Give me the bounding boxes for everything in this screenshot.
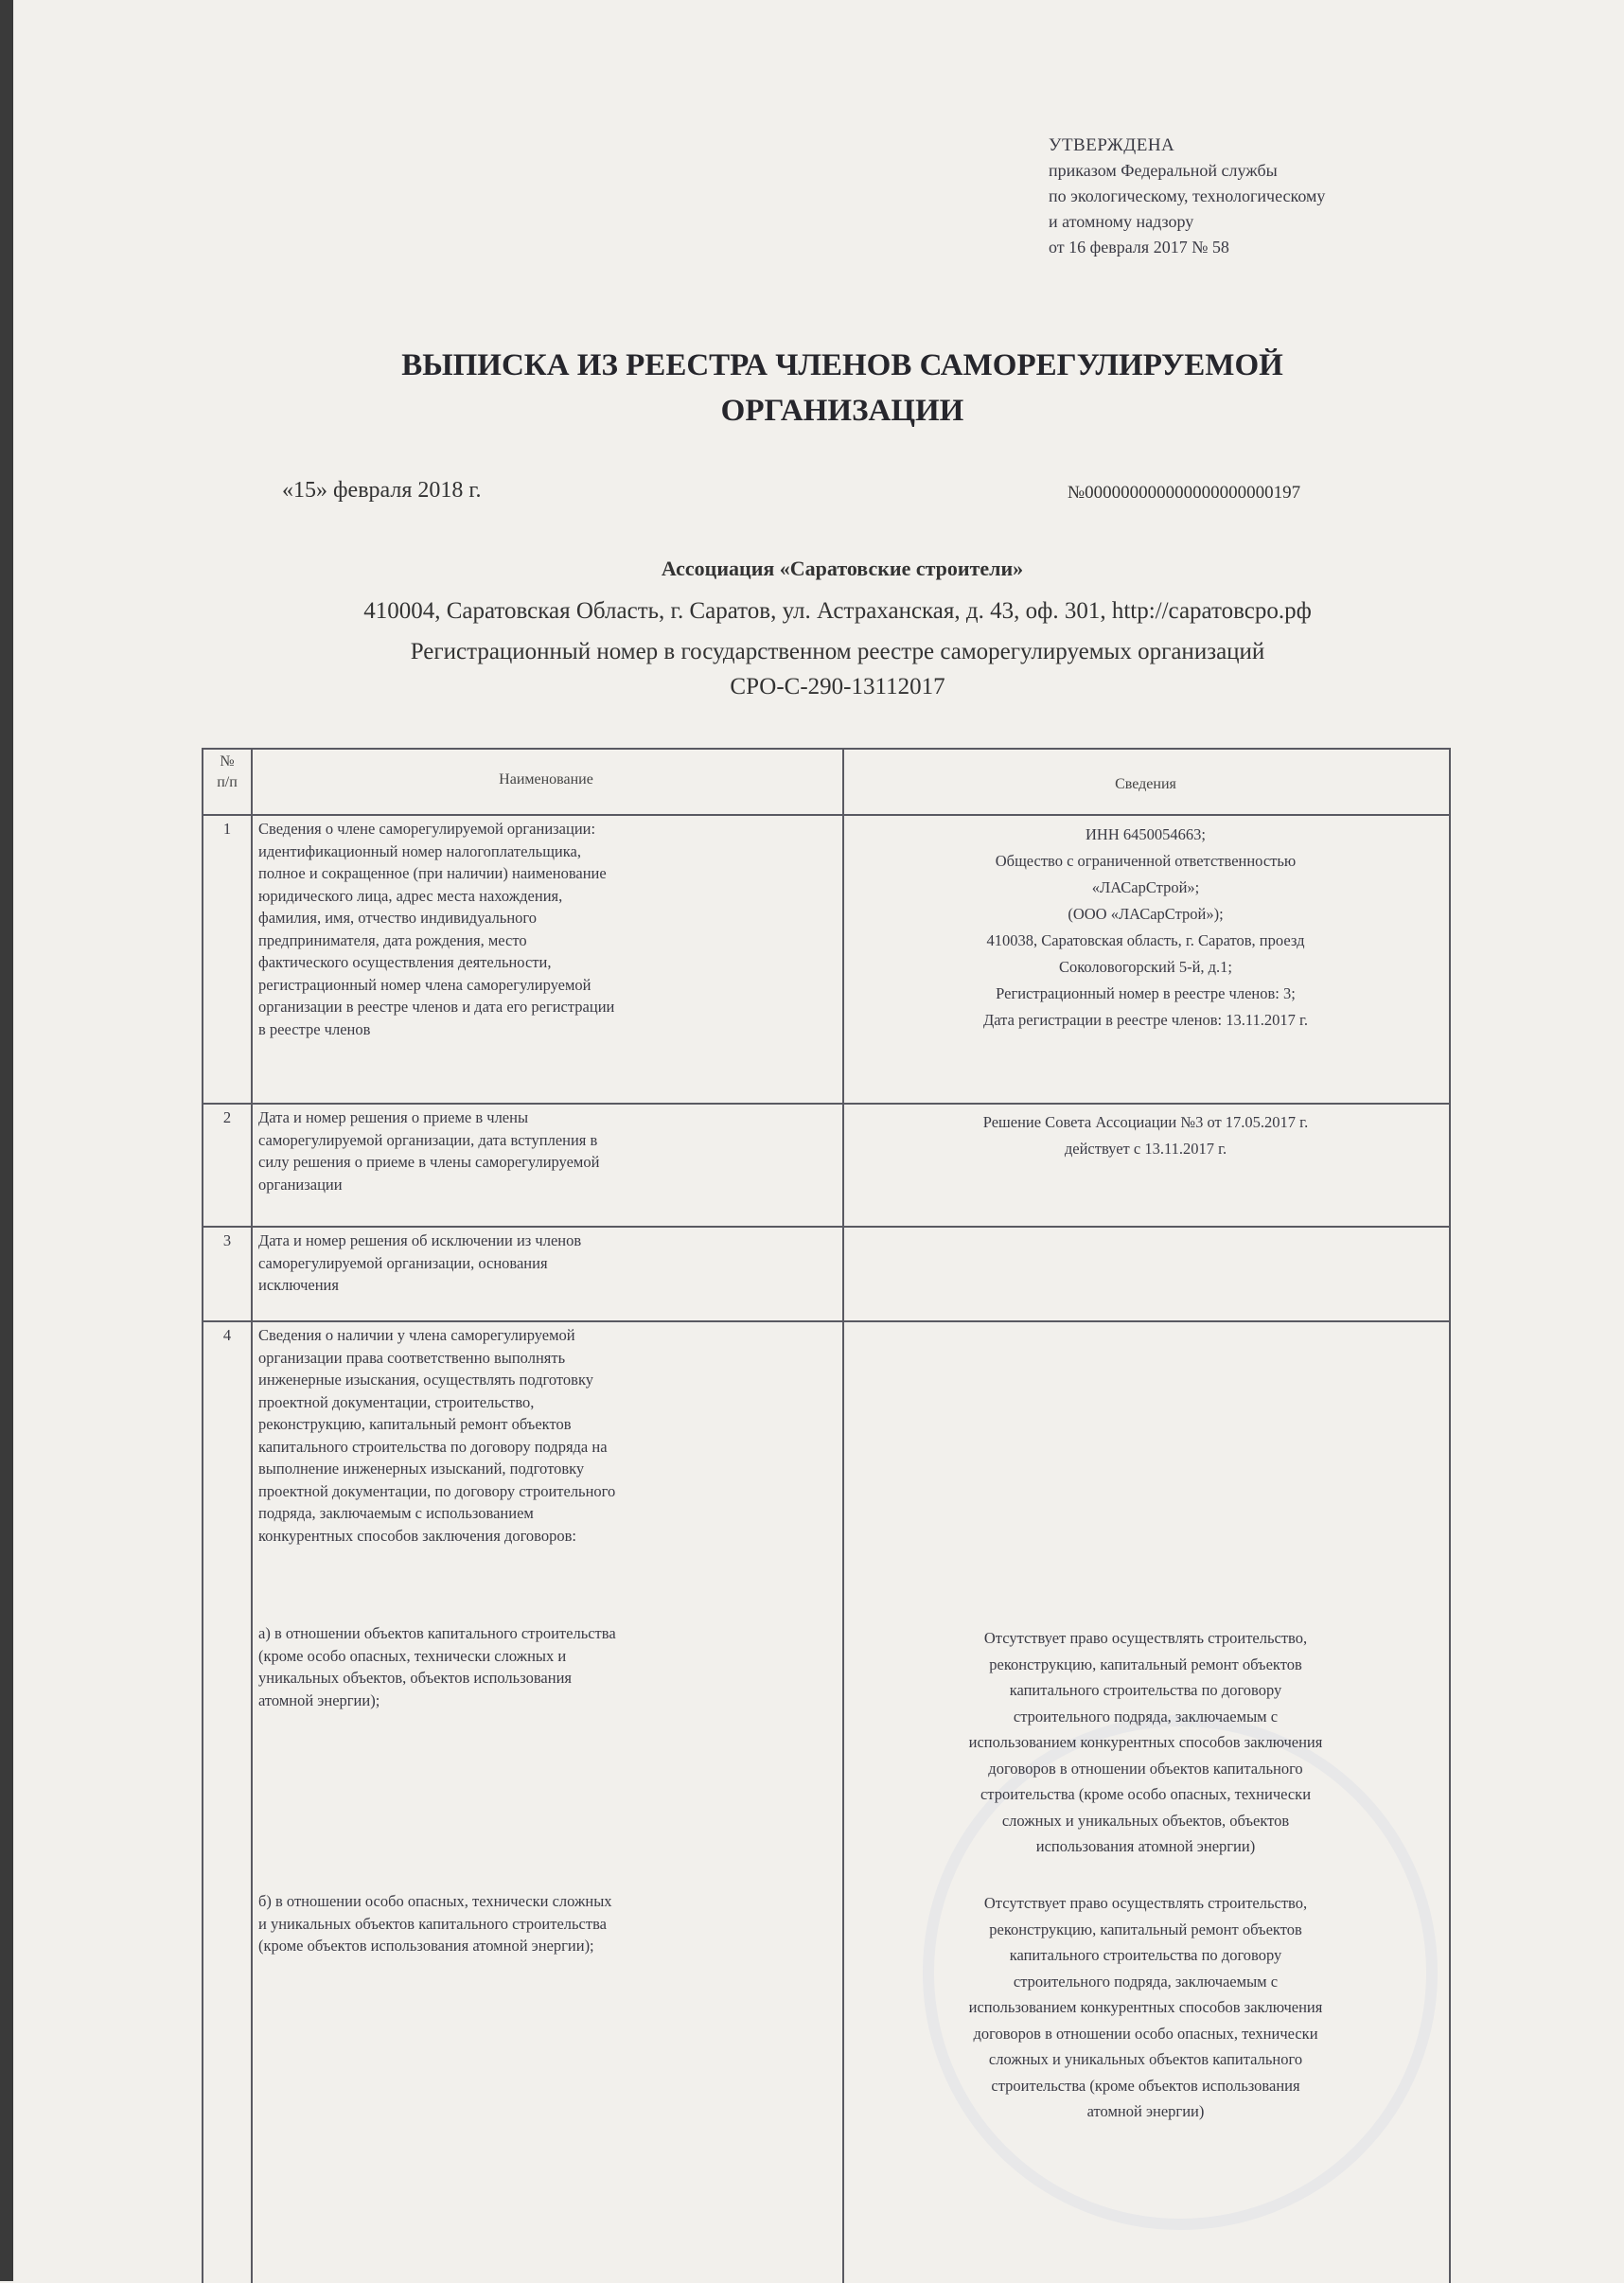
text-line: капитального строительства по договору [1009,1946,1282,1964]
text-line: использованием конкурентных способов заключения [968,1733,1323,1751]
text-line: организации права соответственно выполнять [258,1348,566,1367]
text-line: предпринимателя, дата рождения, место [258,930,527,949]
text-line: Дата регистрации в реестре членов: 13.11.2017 г. [983,1011,1308,1029]
text-line: Дата и номер решения об исключении из членов [258,1231,582,1249]
row-4-name [258,1324,838,1547]
text-line: Сведения о наличии у члена саморегулируемой [258,1326,575,1344]
text-line: строительства (кроме объектов использования [991,2076,1300,2095]
row-1-num: 1 [222,820,232,838]
text-line: организации [258,1175,343,1194]
document-title [237,343,1448,434]
text-line: сложных и уникальных объектов капитального [988,2050,1303,2068]
row-4a-info [844,1625,1447,1860]
text-line: действует с 13.11.2017 г. [1064,1140,1227,1158]
approval-line: и атомному надзору [1049,212,1194,231]
registry-caption: Регистрационный номер в государственном реестре саморегулируемых организаций [410,639,1265,664]
text-line: (кроме особо опасных, технически сложных и [258,1646,567,1665]
text-line: договоров в отношении объектов капитального [988,1759,1303,1778]
text-line: строительного подряда, заключаемым с [1013,1707,1279,1726]
text-line: полное и сокращенное (при наличии) наименование [258,864,607,882]
text-line: проектной документации, строительство, [258,1392,535,1411]
organization-name: Ассоциация «Саратовские строители» [661,557,1024,580]
text-line: в реестре членов [258,1019,371,1038]
text-line: фактического осуществления деятельности, [258,953,552,971]
text-line: реконструкцию, капитальный ремонт объектов [989,1920,1302,1938]
text-line: использования атомной энергии) [1035,1837,1256,1855]
extract-number: №000000000000000000000197 [1068,483,1301,503]
column-divider [251,750,253,2283]
text-line: подряда, заключаемым с использованием [258,1504,534,1522]
text-line: исключения [258,1276,339,1294]
row-4b-name [258,1890,838,1957]
text-line: организации в реестре членов и дата его регистрации [258,998,615,1016]
text-line: инженерные изыскания, осуществлять подготовку [258,1371,593,1389]
text-line: Регистрационный номер в реестре членов: 3; [996,984,1296,1002]
row-divider [203,1103,1449,1105]
text-line: Общество с ограниченной ответственностью [995,852,1297,870]
text-line: саморегулируемой организации, основания [258,1253,548,1272]
text-line: (ООО «ЛАСарСтрой»); [1068,905,1224,923]
approval-block [1049,133,1541,260]
header-name: Наименование [499,771,593,788]
text-line: Решение Совета Ассоциации №3 от 17.05.2017 г. [982,1113,1309,1131]
text-line: силу решения о приеме в члены саморегулируемой [258,1153,600,1171]
text-line: юридического лица, адрес места нахождения, [258,886,563,905]
text-line: реконструкцию, капитальный ремонт объектов [989,1655,1302,1673]
row-divider [203,1320,1449,1322]
row-divider [203,814,1449,816]
text-line: реконструкцию, капитальный ремонт объектов [258,1415,572,1433]
approval-line: от 16 февраля 2017 № 58 [1049,238,1229,257]
row-1-info [844,822,1447,1034]
text-line: строительства (кроме особо опасных, технически [980,1785,1312,1803]
row-3-name [258,1230,838,1297]
text-line: Отсутствует право осуществлять строительство, [983,1629,1308,1647]
registry-table [202,748,1451,2283]
row-4a-name [258,1622,838,1711]
text-line: саморегулируемой организации, дата вступления в [258,1130,598,1149]
header-num-abbr: п/п [217,774,238,790]
registry-number: СРО-С-290-13112017 [730,674,945,699]
text-line: Дата и номер решения о приеме в члены [258,1108,529,1126]
header-info: Сведения [1115,776,1176,792]
row-2-name [258,1106,838,1195]
title-line-1: ВЫПИСКА ИЗ РЕЕСТРА ЧЛЕНОВ САМОРЕГУЛИРУЕМОЙ [401,348,1283,382]
text-line: регистрационный номер члена саморегулируемой [258,975,591,994]
text-line: б) в отношении особо опасных, технически сложных [258,1892,612,1910]
text-line: идентификационный номер налогоплательщика, [258,841,581,860]
text-line: Соколовогорский 5-й, д.1; [1058,958,1233,976]
approval-line: приказом Федеральной службы [1049,161,1278,180]
scan-edge [0,0,13,2281]
text-line: Сведения о члене саморегулируемой организации: [258,820,596,838]
header-num-symbol: № [220,753,235,770]
text-line: проектной документации, по договору строительного [258,1481,616,1500]
row-4-num: 4 [222,1326,232,1344]
row-1-name [258,818,838,1040]
text-line: «ЛАСарСтрой»; [1091,878,1200,896]
text-line: конкурентных способов заключения договоров: [258,1526,576,1545]
row-2-num: 2 [222,1108,232,1126]
text-line: 410038, Саратовская область, г. Саратов, проезд [986,931,1305,949]
text-line: и уникальных объектов капитального строительства [258,1914,607,1933]
text-line: сложных и уникальных объектов, объектов [1001,1811,1290,1830]
text-line: использованием конкурентных способов заключения [968,1998,1323,2016]
text-line: атомной энергии) [1086,2102,1205,2120]
row-4b-info [844,1890,1447,2125]
text-line: договоров в отношении особо опасных, технически [973,2024,1318,2043]
text-line: Отсутствует право осуществлять строительство, [983,1894,1308,1912]
approval-head: УТВЕРЖДЕНА [1049,135,1175,155]
text-line: капитального строительства по договору [1009,1681,1282,1699]
text-line: (кроме объектов использования атомной энергии); [258,1937,594,1955]
header-num [203,752,251,793]
text-line: фамилия, имя, отчество индивидуального [258,909,538,927]
text-line: ИНН 6450054663; [1086,825,1206,843]
approval-line: по экологическому, технологическому [1049,186,1326,205]
text-line: атомной энергии); [258,1690,380,1709]
row-divider [203,1226,1449,1228]
text-line: выполнение инженерных изысканий, подготовку [258,1460,585,1478]
title-line-2: ОРГАНИЗАЦИИ [720,394,964,428]
organization-address: 410004, Саратовская Область, г. Саратов, ул. Астраханская, д. 43, оф. 301, http://саратовсро.рф [363,598,1312,624]
row-2-info [844,1109,1447,1162]
row-3-num: 3 [222,1231,232,1249]
text-line: уникальных объектов, объектов использования [258,1669,573,1687]
text-line: а) в отношении объектов капитального строительства [258,1624,616,1642]
text-line: капитального строительства по договору подряда на [258,1437,608,1456]
text-line: строительного подряда, заключаемым с [1013,1972,1279,1991]
extract-date: «15» февраля 2018 г. [282,478,482,503]
